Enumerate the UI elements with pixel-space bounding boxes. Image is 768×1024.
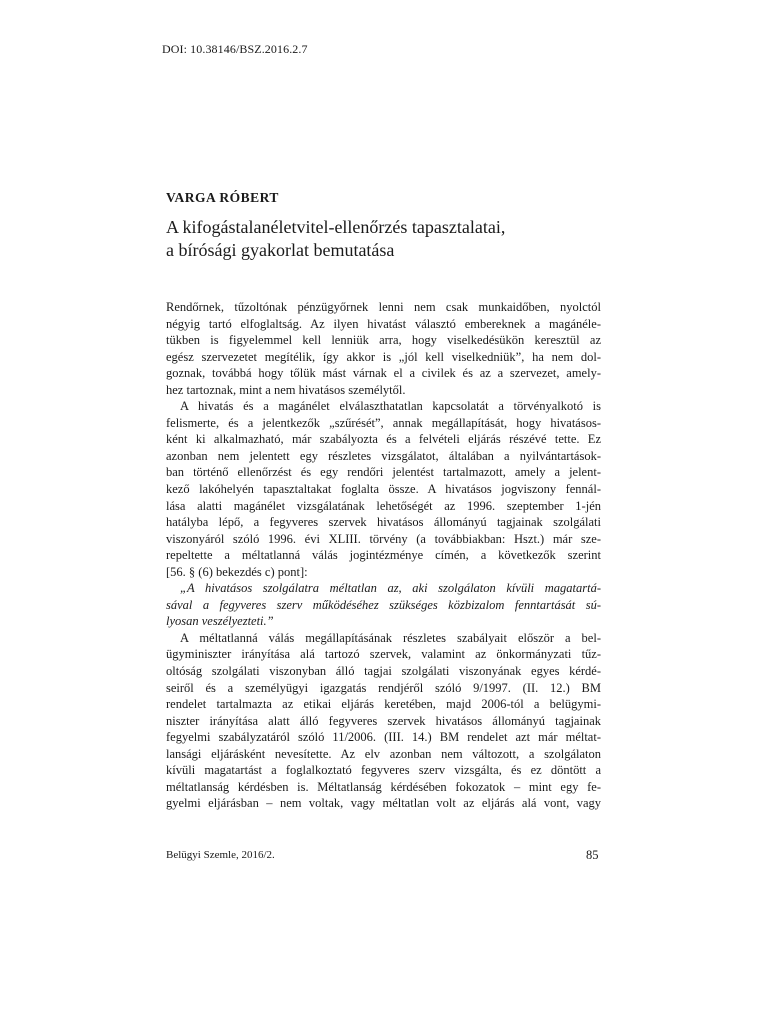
body-line: goznak, továbbá hogy tőlük mást várnak el a civilek és az a szervezet, amely- — [166, 366, 601, 381]
body-line: lansági eljárásként nevesítette. Az elv azonban nem változott, a szolgálaton — [166, 746, 601, 761]
body-line: kező lakóhelyén tapasztaltakat foglalta össze. A hivatásos jogviszony fennál- — [166, 482, 601, 497]
article-body — [166, 299, 601, 812]
body-line: azonban nem jelentett egy részletes vizsgálatot, általában a nyilvántartások- — [166, 448, 601, 463]
footer-journal: Belügyi Szemle, 2016/2. — [166, 849, 275, 861]
body-line: fegyelmi szabályzatáról szóló 11/2006. (III. 14.) BM rendelet azt már méltat- — [166, 730, 601, 745]
body-line: egész szervezetet megítélik, így akkor is „jól kell viselkedniük”, ha nem dol- — [166, 349, 601, 364]
body-line: [56. § (6) bekezdés c) pont]: — [166, 564, 308, 579]
article-title — [166, 216, 606, 262]
body-line: hez tartoznak, mint a nem hivatásos személytől. — [166, 382, 406, 397]
body-line: ként ki alkalmazható, már szabályozta és a felvételi eljárás részévé tette. Ez — [166, 432, 601, 447]
doi-line: DOI: 10.38146/BSZ.2016.2.7 — [162, 42, 308, 56]
author-name: VARGA RÓBERT — [166, 190, 279, 205]
body-line: méltatlanság kérdésben is. Méltatlanság kérdésében fokozatok – mint egy fe- — [166, 779, 601, 794]
quote-line: lyosan veszélyezteti.” — [166, 614, 274, 629]
body-line: viszonyáról szóló 1996. évi XLIII. törvény (a továbbiakban: Hszt.) már sze- — [166, 531, 601, 546]
body-line: gyelmi eljárásban – nem voltak, vagy méltatlan volt az eljárás alá vont, vagy — [166, 796, 601, 811]
body-line: ügyminiszter irányítása alá tartozó szervek, valamint az önkormányzati tűz- — [166, 647, 601, 662]
body-line: A méltatlanná válás megállapításának részletes szabályait először a bel- — [180, 630, 601, 645]
body-line: lása alatti magánélet vizsgálatának lehetőségét az 1996. szeptember 1-jén — [166, 498, 601, 513]
body-line: Rendőrnek, tűzoltónak pénzügyőrnek lenni nem csak munkaidőben, nyolctól — [166, 300, 601, 314]
body-line: hatályba lépő, a fegyveres szervek hivatásos állományú tagjainak szolgálati — [166, 515, 601, 530]
body-line: oltóság szolgálati viszonyban álló tagjai szolgálati viszonyának egyes kérdé- — [166, 664, 601, 679]
quote-line: sával a fegyveres szerv működéséhez szükséges közbizalom fenntartását sú- — [166, 597, 601, 612]
body-line: rendelet tartalmazta az etikai eljárás keretében, majd 2006-tól a belügymi- — [166, 697, 601, 712]
body-line: négyig tartó elfoglaltság. Az ilyen hivatást választó embereknek a magánéle- — [166, 316, 601, 331]
article-title-line: A kifogástalanéletvitel-ellenőrzés tapasztalatai, — [166, 217, 506, 237]
body-line: seiről és a személyügyi igazgatás rendjéről szóló 9/1997. (II. 12.) BM — [166, 680, 601, 695]
body-line: ban történő ellenőrzést és egy rendőri jelentést tartalmazott, amely a jelent- — [166, 465, 601, 480]
body-line: kívüli magatartást a foglalkoztató fegyveres szerv vizsgálta, és ez döntött a — [166, 763, 601, 778]
body-line: niszter irányítása alatt álló fegyveres szervek hivatásos állományú tagjainak — [166, 713, 601, 728]
quote-line: „A hivatásos szolgálatra méltatlan az, aki szolgálaton kívüli magatartá- — [180, 581, 601, 596]
body-line: repeltette a méltatlanná válás jogintézménye címén, a következők szerint — [166, 548, 601, 563]
body-line: A hivatás és a magánélet elválaszthatatlan kapcsolatát a törvényalkotó is — [180, 399, 601, 414]
page-number: 85 — [586, 848, 599, 862]
article-title-line: a bírósági gyakorlat bemutatása — [166, 240, 395, 260]
body-line: felismerte, és a jelentkezők „szűrését”, annak megállapítását, hogy hivatásos- — [166, 415, 601, 430]
body-line: tükben is figyelemmel kell lenniük arra, hogy viselkedésükön keresztül az — [166, 333, 601, 348]
